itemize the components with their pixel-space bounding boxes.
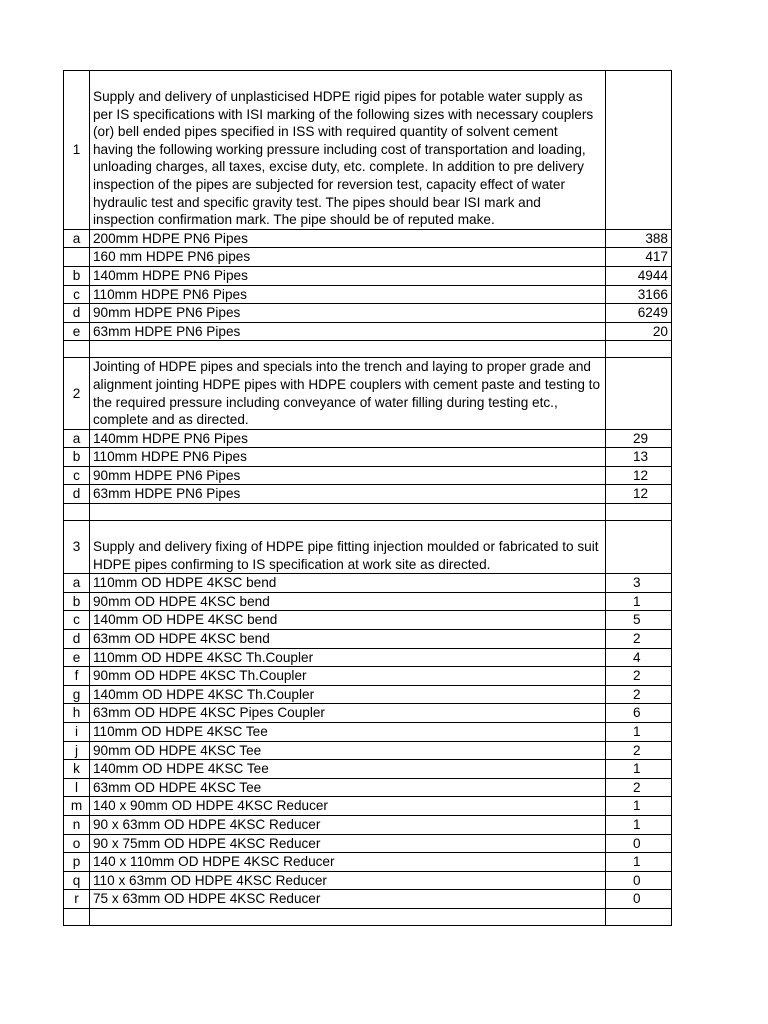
- table-row: [64, 630, 672, 649]
- item-letter: g: [64, 685, 90, 704]
- item-quantity: 1: [606, 723, 672, 742]
- item-description: 63mm OD HDPE 4KSC bend: [90, 630, 606, 649]
- table-row: [64, 704, 672, 723]
- table-row: [64, 448, 672, 467]
- item-quantity: 5: [606, 611, 672, 630]
- item-letter: o: [64, 834, 90, 853]
- item-letter: c: [64, 466, 90, 485]
- item-quantity: 3166: [606, 285, 672, 304]
- section-row: [64, 358, 672, 429]
- item-letter: d: [64, 304, 90, 323]
- table-row: [64, 853, 672, 872]
- item-description: 140mm HDPE PN6 Pipes: [90, 266, 606, 285]
- item-letter: n: [64, 815, 90, 834]
- section-description: Supply and delivery of unplasticised HDPE rigid pipes for potable water supply as per IS specifications with ISI marking of the following sizes with necessary couplers (or) bell ended pipes specified in ISS with required quantity of solvent cement having the following working pressure including cost of transportation and loading, unloading charges, all taxes, excise duty, etc. complete. In addition to pre delivery inspection of the pipes are subjected for reversion test, capacity effect of water hydraulic test and specific gravity test. The pipes should bear ISI mark and inspection confirmation mark. The pipe should be of reputed make.: [90, 71, 606, 230]
- table-row: [64, 834, 672, 853]
- item-quantity: 1: [606, 592, 672, 611]
- item-description: 90mm HDPE PN6 Pipes: [90, 466, 606, 485]
- item-letter: e: [64, 322, 90, 341]
- table-row: [64, 429, 672, 448]
- item-description: 75 x 63mm OD HDPE 4KSC Reducer: [90, 890, 606, 909]
- item-description: 90mm OD HDPE 4KSC bend: [90, 592, 606, 611]
- item-letter: [64, 248, 90, 267]
- item-quantity: 388: [606, 229, 672, 248]
- item-description: 63mm OD HDPE 4KSC Tee: [90, 778, 606, 797]
- item-description: 140mm OD HDPE 4KSC bend: [90, 611, 606, 630]
- item-description: 140 x 90mm OD HDPE 4KSC Reducer: [90, 797, 606, 816]
- item-quantity: 1: [606, 815, 672, 834]
- item-description: 63mm OD HDPE 4KSC Pipes Coupler: [90, 704, 606, 723]
- item-description: 90mm HDPE PN6 Pipes: [90, 304, 606, 323]
- item-letter: e: [64, 648, 90, 667]
- item-letter: k: [64, 760, 90, 779]
- item-letter: r: [64, 890, 90, 909]
- item-description: 63mm HDPE PN6 Pipes: [90, 485, 606, 504]
- item-description: 90mm OD HDPE 4KSC Th.Coupler: [90, 667, 606, 686]
- blank-row: [64, 504, 672, 521]
- item-quantity: 1: [606, 760, 672, 779]
- item-letter: d: [64, 485, 90, 504]
- blank-row: [64, 341, 672, 358]
- table-row: [64, 229, 672, 248]
- boq-sheet: [63, 70, 672, 926]
- item-quantity: 12: [606, 466, 672, 485]
- table-row: [64, 304, 672, 323]
- item-letter: a: [64, 574, 90, 593]
- item-letter: f: [64, 667, 90, 686]
- item-description: 140mm OD HDPE 4KSC Th.Coupler: [90, 685, 606, 704]
- item-description: 140mm OD HDPE 4KSC Tee: [90, 760, 606, 779]
- blank-row: [64, 908, 672, 925]
- item-quantity: 0: [606, 890, 672, 909]
- section-row: [64, 521, 672, 574]
- table-row: [64, 592, 672, 611]
- item-description: 110mm OD HDPE 4KSC bend: [90, 574, 606, 593]
- table-row: [64, 266, 672, 285]
- table-row: [64, 871, 672, 890]
- item-quantity: 2: [606, 741, 672, 760]
- item-description: 90 x 63mm OD HDPE 4KSC Reducer: [90, 815, 606, 834]
- item-letter: i: [64, 723, 90, 742]
- section-number: 2: [64, 358, 90, 429]
- item-letter: m: [64, 797, 90, 816]
- table-row: [64, 285, 672, 304]
- table-row: [64, 322, 672, 341]
- item-letter: c: [64, 611, 90, 630]
- item-letter: j: [64, 741, 90, 760]
- item-quantity: 6: [606, 704, 672, 723]
- table-row: [64, 890, 672, 909]
- item-quantity: 20: [606, 322, 672, 341]
- item-quantity: 29: [606, 429, 672, 448]
- item-quantity: 2: [606, 630, 672, 649]
- item-description: 200mm HDPE PN6 Pipes: [90, 229, 606, 248]
- item-letter: h: [64, 704, 90, 723]
- section-qty-cell: [606, 358, 672, 429]
- section-number: 1: [64, 71, 90, 230]
- table-row: [64, 797, 672, 816]
- table-row: [64, 685, 672, 704]
- item-quantity: 417: [606, 248, 672, 267]
- item-quantity: 2: [606, 778, 672, 797]
- table-row: [64, 723, 672, 742]
- section-description: Jointing of HDPE pipes and specials into the trench and laying to proper grade and alignment jointing HDPE pipes with HDPE couplers with cement paste and testing to the required pressure including conveyance of water filling during testing etc., complete and as directed.: [90, 358, 606, 429]
- item-quantity: 1: [606, 853, 672, 872]
- item-quantity: 12: [606, 485, 672, 504]
- item-description: 110mm HDPE PN6 Pipes: [90, 448, 606, 467]
- bill-of-quantities-table: [63, 70, 672, 926]
- table-row: [64, 574, 672, 593]
- item-letter: b: [64, 592, 90, 611]
- item-quantity: 0: [606, 834, 672, 853]
- section-qty-cell: [606, 71, 672, 230]
- item-letter: a: [64, 229, 90, 248]
- item-quantity: 4944: [606, 266, 672, 285]
- item-quantity: 13: [606, 448, 672, 467]
- item-description: 90mm OD HDPE 4KSC Tee: [90, 741, 606, 760]
- item-letter: d: [64, 630, 90, 649]
- item-description: 90 x 75mm OD HDPE 4KSC Reducer: [90, 834, 606, 853]
- item-description: 63mm HDPE PN6 Pipes: [90, 322, 606, 341]
- item-quantity: 6249: [606, 304, 672, 323]
- item-letter: p: [64, 853, 90, 872]
- table-row: [64, 667, 672, 686]
- table-row: [64, 778, 672, 797]
- item-quantity: 2: [606, 685, 672, 704]
- table-row: [64, 760, 672, 779]
- table-row: [64, 815, 672, 834]
- table-row: [64, 466, 672, 485]
- section-qty-cell: [606, 521, 672, 574]
- item-quantity: 3: [606, 574, 672, 593]
- table-row: [64, 741, 672, 760]
- section-number: 3: [64, 521, 90, 574]
- item-description: 160 mm HDPE PN6 pipes: [90, 248, 606, 267]
- table-row: [64, 248, 672, 267]
- item-description: 110 x 63mm OD HDPE 4KSC Reducer: [90, 871, 606, 890]
- section-description: Supply and delivery fixing of HDPE pipe fitting injection moulded or fabricated to suit HDPE pipes confirming to IS specification at work site as directed.: [90, 521, 606, 574]
- item-quantity: 1: [606, 797, 672, 816]
- table-row: [64, 648, 672, 667]
- item-letter: c: [64, 285, 90, 304]
- item-letter: b: [64, 448, 90, 467]
- table-row: [64, 611, 672, 630]
- item-letter: b: [64, 266, 90, 285]
- table-row: [64, 485, 672, 504]
- item-description: 110mm OD HDPE 4KSC Th.Coupler: [90, 648, 606, 667]
- section-row: [64, 71, 672, 230]
- item-description: 140 x 110mm OD HDPE 4KSC Reducer: [90, 853, 606, 872]
- item-quantity: 0: [606, 871, 672, 890]
- item-letter: l: [64, 778, 90, 797]
- item-description: 140mm HDPE PN6 Pipes: [90, 429, 606, 448]
- item-letter: a: [64, 429, 90, 448]
- item-description: 110mm HDPE PN6 Pipes: [90, 285, 606, 304]
- item-letter: q: [64, 871, 90, 890]
- item-description: 110mm OD HDPE 4KSC Tee: [90, 723, 606, 742]
- item-quantity: 2: [606, 667, 672, 686]
- item-quantity: 4: [606, 648, 672, 667]
